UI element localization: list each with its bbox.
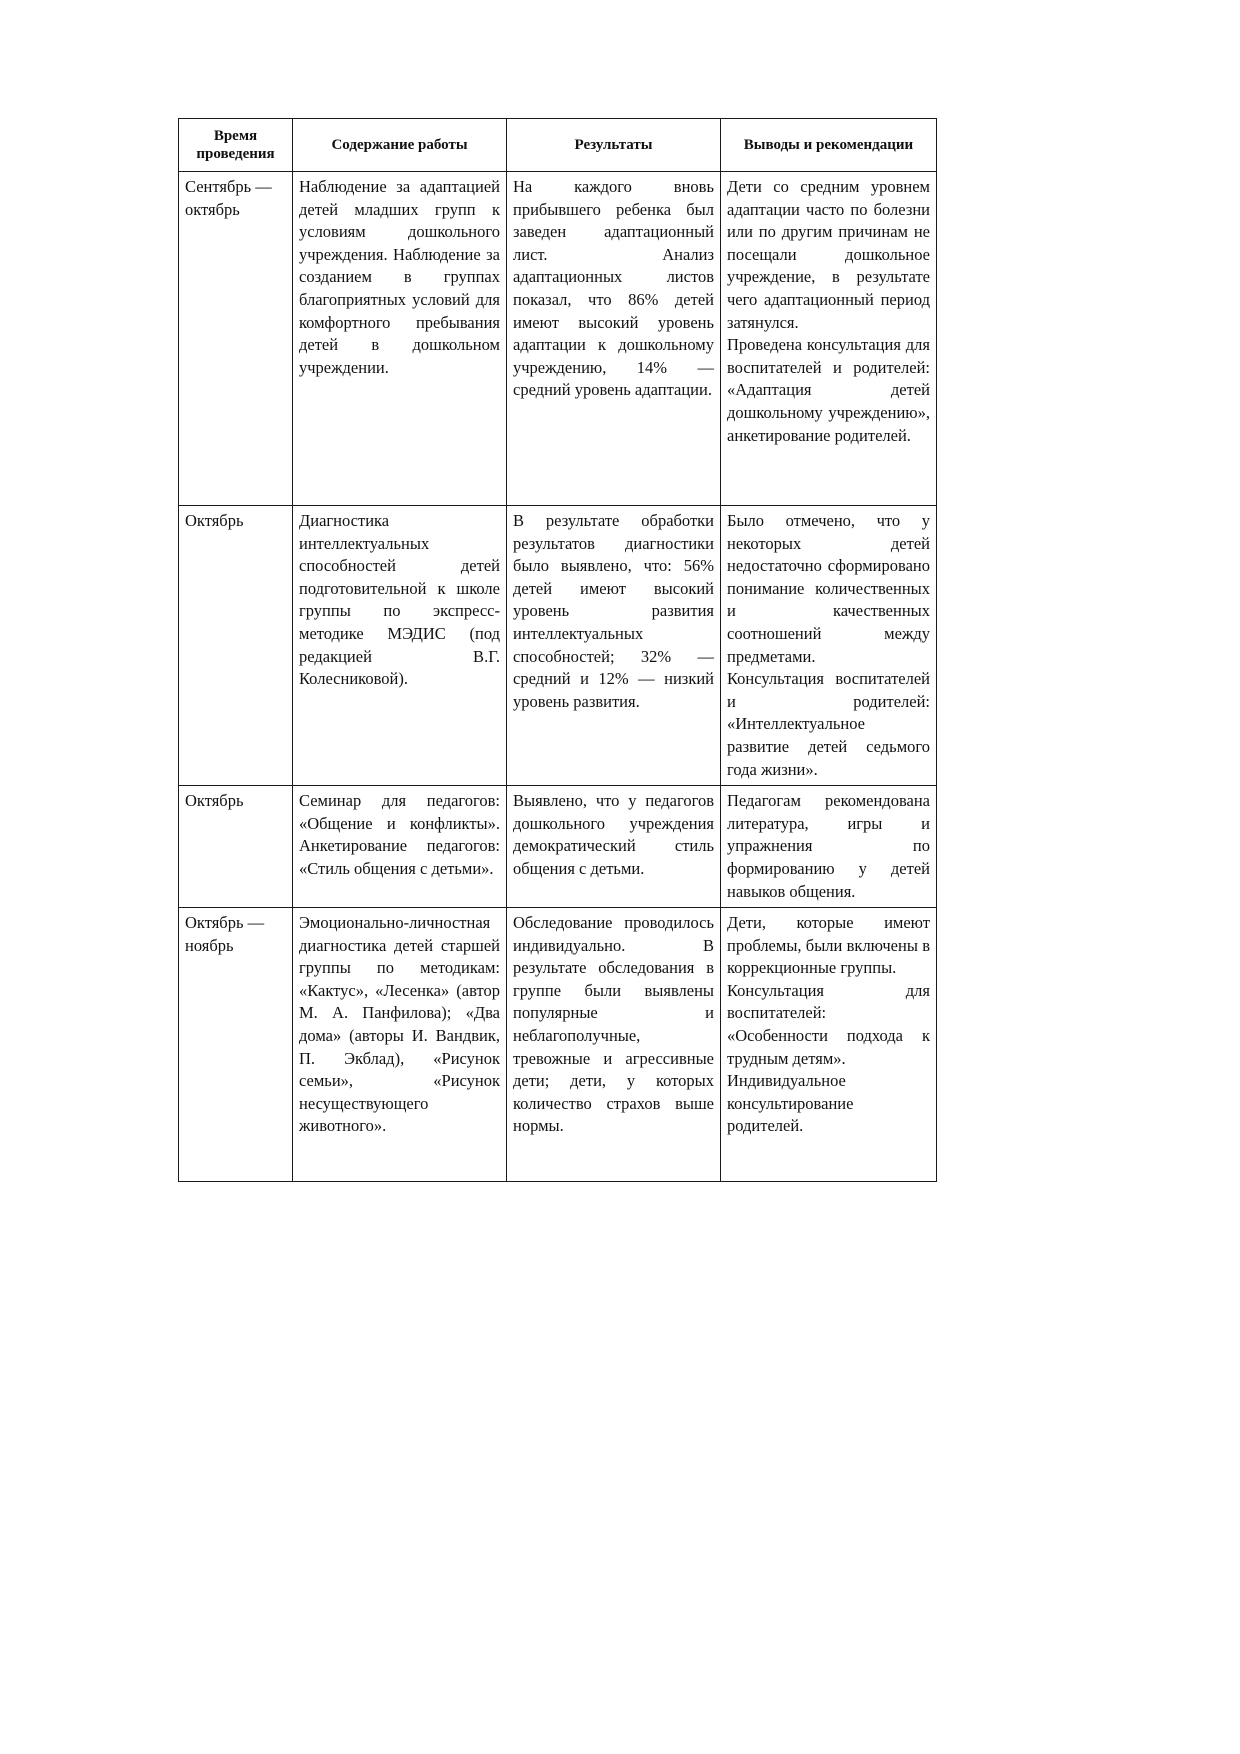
cell-time: Октябрь — ноябрь bbox=[179, 908, 293, 1182]
conclusion-paragraph: Индивидуальное консультирование родителей. bbox=[727, 1071, 854, 1136]
cell-content: Эмоционально-личностная диагностика детей старшей группы по методикам: «Кактус», «Лесенка» (автор М. А. Панфилова); «Два дома» (авторы И. Вандвик, П. Экблад), «Рисунок семьи», «Рисунок несуществующего животного». bbox=[293, 908, 507, 1182]
header-conclusions: Выводы и рекомендации bbox=[721, 119, 937, 172]
header-time: Время проведения bbox=[179, 119, 293, 172]
conclusion-paragraph: Проведена консультация для воспитателей и родителей: «Адаптация детей дошкольному учреждению», анкетирование родителей. bbox=[727, 335, 930, 445]
table-row bbox=[179, 908, 937, 1182]
cell-time: Октябрь bbox=[179, 506, 293, 786]
cell-time: Сентябрь — октябрь bbox=[179, 172, 293, 506]
conclusion-paragraph: Педагогам рекомендована литература, игры и упражнения по формированию у детей навыков общения. bbox=[727, 791, 930, 901]
cell-results: Выявлено, что у педагогов дошкольного учреждения демократический стиль общения с детьми. bbox=[507, 786, 721, 908]
table-row bbox=[179, 786, 937, 908]
cell-results: В результате обработки результатов диагностики было выявлено, что: 56% детей имеют высокий уровень развития интеллектуальных способностей; 32% — средний и 12% — низкий уровень развития. bbox=[507, 506, 721, 786]
conclusion-paragraph: Консультация для воспитателей: «Особенности подхода к трудным детям». bbox=[727, 980, 930, 1068]
table-header-row bbox=[179, 119, 937, 172]
cell-content: Семинар для педагогов: «Общение и конфликты». Анкетирование педагогов: «Стиль общения с детьми». bbox=[293, 786, 507, 908]
table-header bbox=[179, 119, 937, 172]
table-row bbox=[179, 506, 937, 786]
header-results: Результаты bbox=[507, 119, 721, 172]
cell-time: Октябрь bbox=[179, 786, 293, 908]
table-row bbox=[179, 172, 937, 506]
cell-content: Диагностика интеллектуальных способностей детей подготовительной к школе группы по экспресс-методике МЭДИС (под редакцией В.Г. Колесниковой). bbox=[293, 506, 507, 786]
cell-conclusions bbox=[721, 506, 937, 786]
cell-conclusions bbox=[721, 172, 937, 506]
cell-conclusions bbox=[721, 908, 937, 1182]
cell-conclusions bbox=[721, 786, 937, 908]
conclusion-paragraph: Дети со средним уровнем адаптации часто по болезни или по другим причинам не посещали дошкольное учреждение, в результате чего адаптационный период затянулся. bbox=[727, 177, 930, 332]
cell-results: На каждого вновь прибывшего ребенка был заведен адаптационный лист. Анализ адаптационных листов показал, что 86% детей имеют высокий уровень адаптации к дошкольному учреждению, 14% — средний уровень адаптации. bbox=[507, 172, 721, 506]
conclusion-paragraph: Было отмечено, что у некоторых детей недостаточно сформировано понимание количественных и качественных соотношений между предметами. bbox=[727, 511, 930, 666]
work-plan-table bbox=[178, 118, 937, 1182]
table-body bbox=[179, 172, 937, 1182]
header-content: Содержание работы bbox=[293, 119, 507, 172]
cell-results: Обследование проводилось индивидуально. В результате обследования в группе были выявлены популярные и неблагополучные, тревожные и агрессивные дети; дети, у которых количество страхов выше нормы. bbox=[507, 908, 721, 1182]
conclusion-paragraph: Дети, которые имеют проблемы, были включены в коррекционные группы. bbox=[727, 913, 930, 978]
conclusion-paragraph: Консультация воспитателей и родителей: «Интеллектуальное развитие детей седьмого года жизни». bbox=[727, 669, 930, 779]
cell-content: Наблюдение за адаптацией детей младших групп к условиям дошкольного учреждения. Наблюдение за созданием в группах благоприятных условий для комфортного пребывания детей в дошкольном учреждении. bbox=[293, 172, 507, 506]
